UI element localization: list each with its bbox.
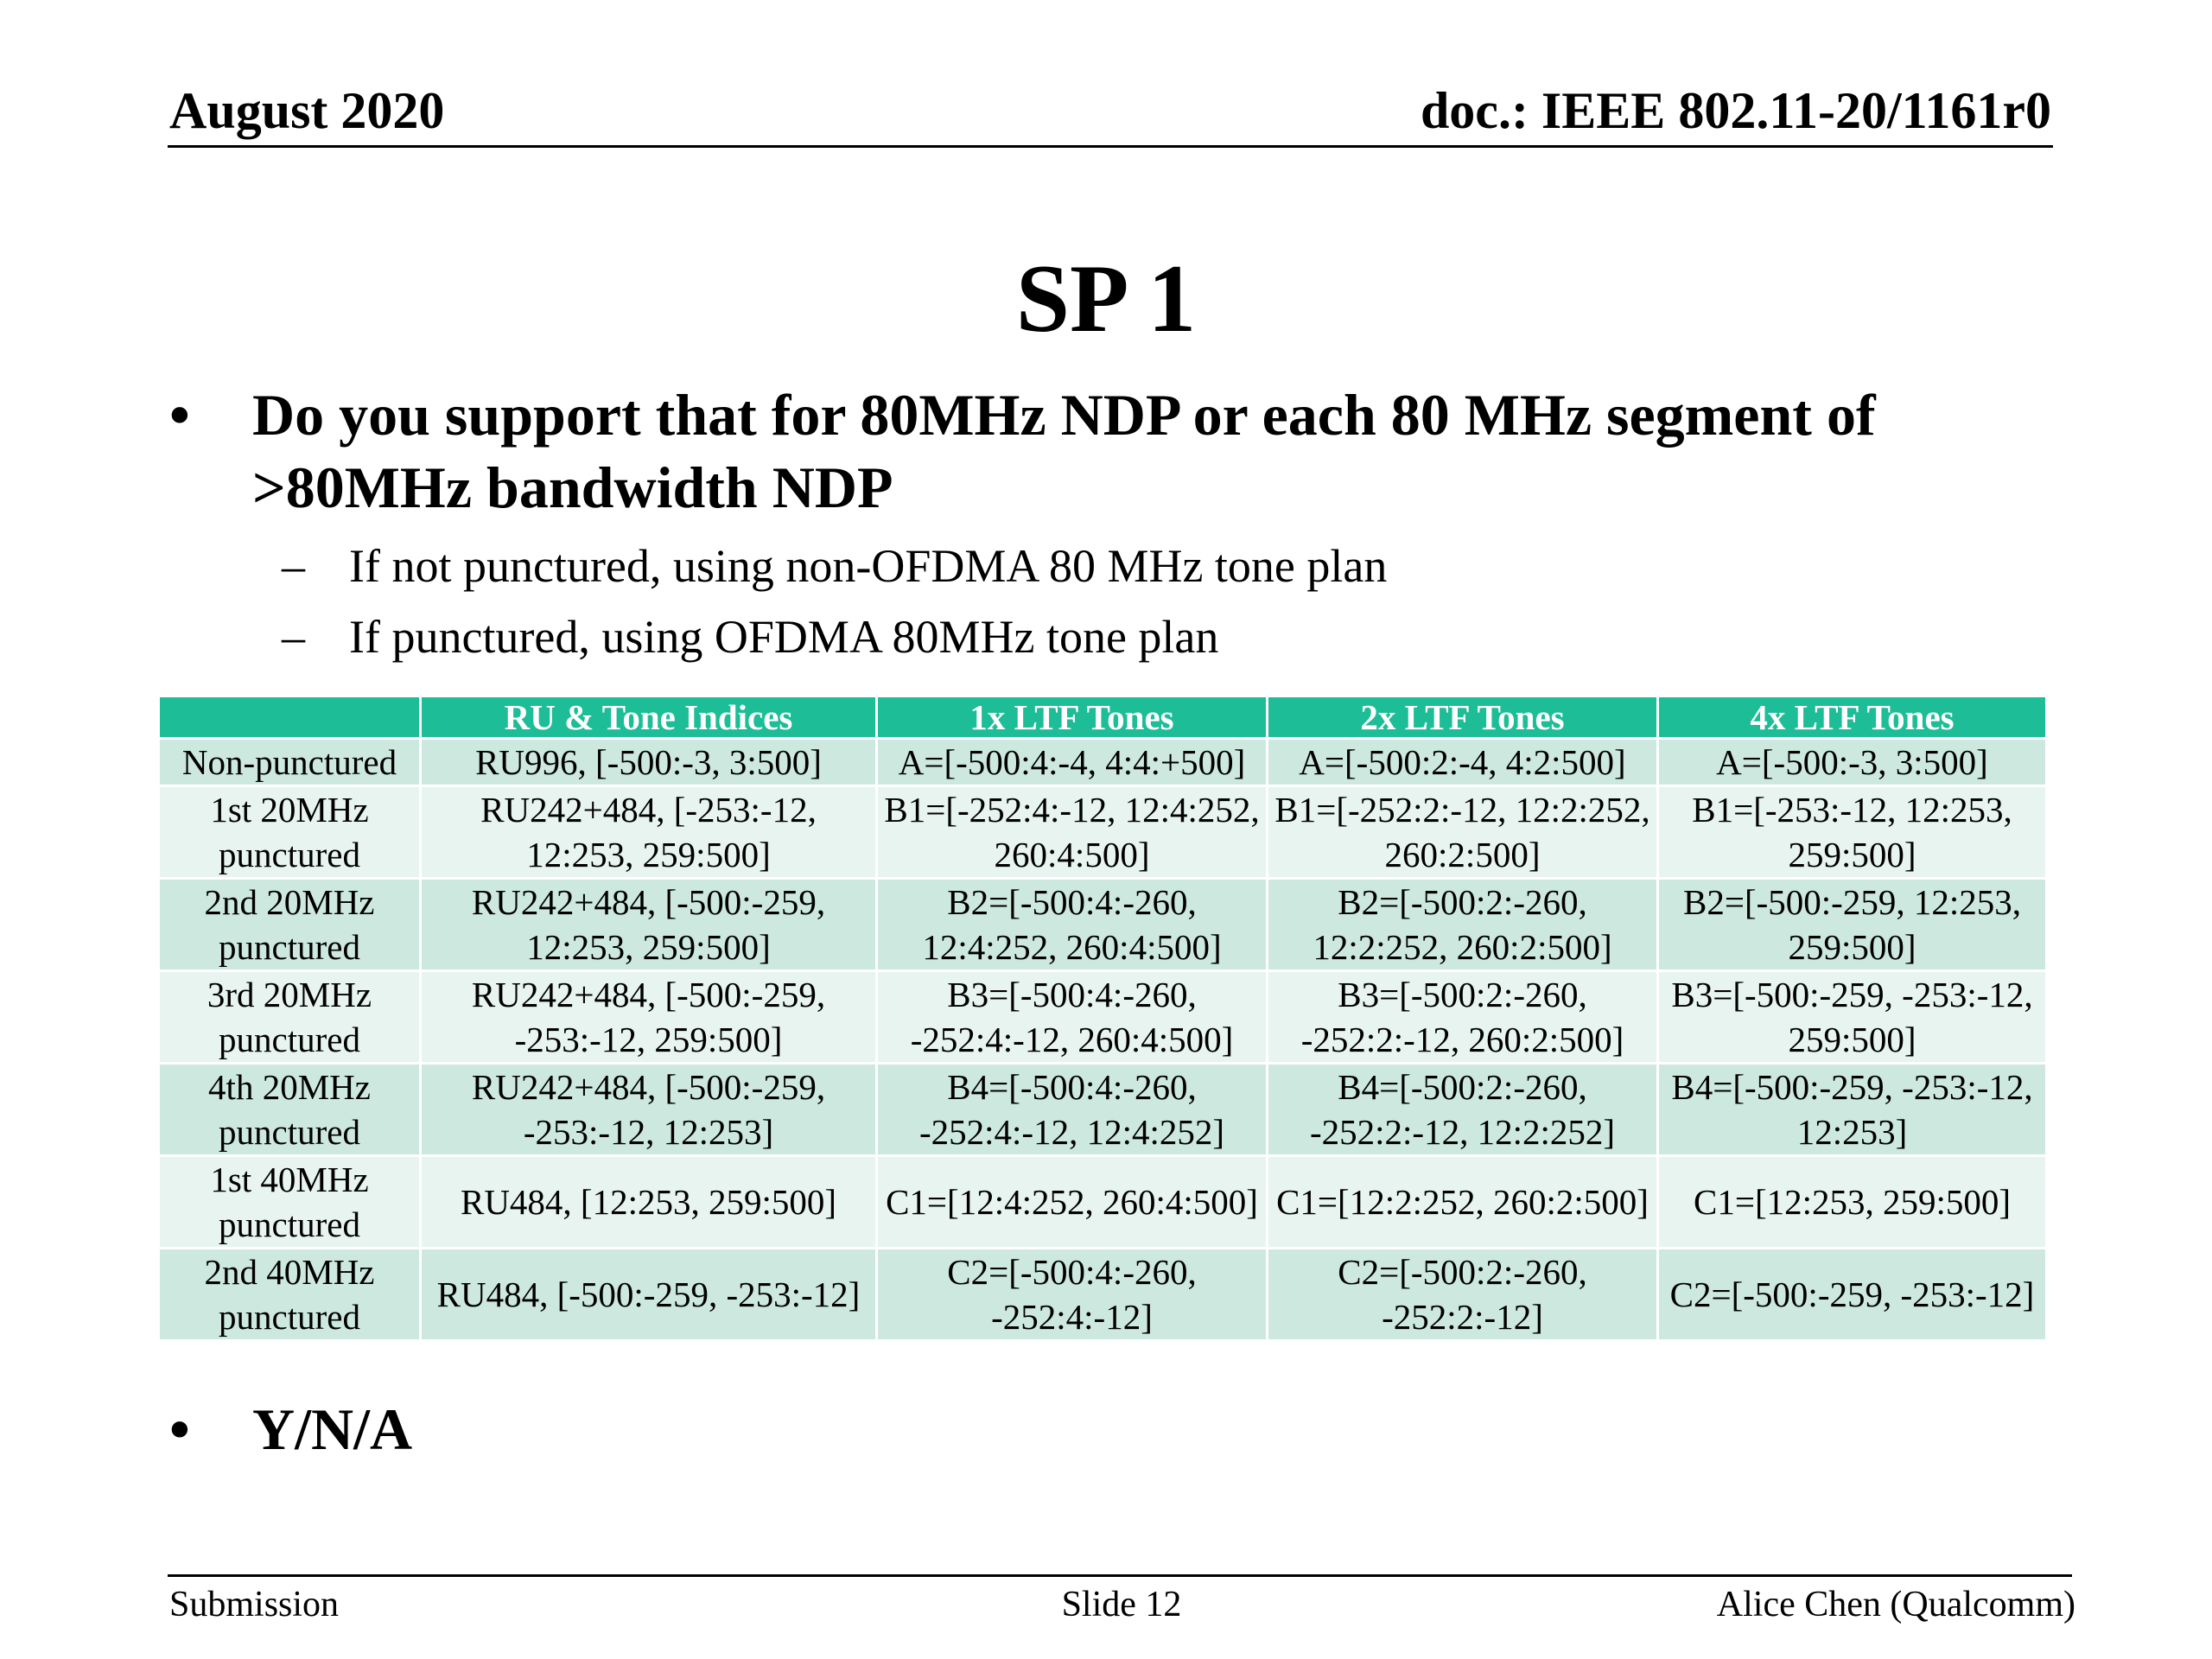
table-cell: B4=[-500:4:-260, -252:4:-12, 12:4:252]	[877, 1064, 1268, 1156]
table-cell: A=[-500:-3, 3:500]	[1658, 739, 2047, 786]
sub-bullet-dash: –	[282, 611, 305, 663]
table-row	[159, 786, 2047, 879]
table-cell: B2=[-500:4:-260, 12:4:252, 260:4:500]	[877, 879, 1268, 971]
footer-rule	[168, 1574, 2072, 1577]
table-cell: C2=[-500:2:-260, -252:2:-12]	[1268, 1249, 1658, 1341]
table-cell: B3=[-500:-259, -253:-12, 259:500]	[1658, 971, 2047, 1064]
table-cell: RU242+484, [-500:-259, 12:253, 259:500]	[421, 879, 877, 971]
table-cell: C1=[12:2:252, 260:2:500]	[1268, 1156, 1658, 1249]
question-text: Do you support that for 80MHz NDP or each 80 MHz segment of >80MHz bandwidth NDP	[252, 382, 1876, 520]
table-cell: B1=[-252:2:-12, 12:2:252, 260:2:500]	[1268, 786, 1658, 879]
table-header-row	[159, 696, 2047, 739]
footer-submission: Submission	[169, 1585, 340, 1624]
table-cell: C1=[12:253, 259:500]	[1658, 1156, 2047, 1249]
header-cell-1x: 1x LTF Tones	[877, 696, 1268, 739]
table-cell: RU484, [12:253, 259:500]	[421, 1156, 877, 1249]
table-cell: RU242+484, [-500:-259, -253:-12, 12:253]	[421, 1064, 877, 1156]
table-cell: B4=[-500:2:-260, -252:2:-12, 12:2:252]	[1268, 1064, 1658, 1156]
header-cell-empty	[159, 696, 421, 739]
table-row	[159, 1156, 2047, 1249]
table-cell: B2=[-500:-259, 12:253, 259:500]	[1658, 879, 2047, 971]
table-cell: B2=[-500:2:-260, 12:2:252, 260:2:500]	[1268, 879, 1658, 971]
bullet-dot: •	[169, 382, 190, 448]
table-cell: C2=[-500:4:-260, -252:4:-12]	[877, 1249, 1268, 1341]
table-row	[159, 739, 2047, 786]
table-cell: 4th 20MHz punctured	[159, 1064, 421, 1156]
table-cell: B1=[-252:4:-12, 12:4:252, 260:4:500]	[877, 786, 1268, 879]
header-cell-ru: RU & Tone Indices	[421, 696, 877, 739]
table-row	[159, 1249, 2047, 1341]
sub-bullet-dash: –	[282, 540, 305, 592]
table-cell: RU996, [-500:-3, 3:500]	[421, 739, 877, 786]
table-cell: RU484, [-500:-259, -253:-12]	[421, 1249, 877, 1341]
table-cell: B4=[-500:-259, -253:-12, 12:253]	[1658, 1064, 2047, 1156]
table-cell: RU242+484, [-500:-259, -253:-12, 259:500]	[421, 971, 877, 1064]
table-cell: 2nd 20MHz punctured	[159, 879, 421, 971]
tone-table	[157, 695, 2048, 1342]
table-cell: A=[-500:2:-4, 4:2:500]	[1268, 739, 1658, 786]
header-rule	[168, 145, 2053, 148]
vote-text: Y/N/A	[252, 1396, 413, 1462]
table-cell: 2nd 40MHz punctured	[159, 1249, 421, 1341]
table-row	[159, 971, 2047, 1064]
table-cell: RU242+484, [-253:-12, 12:253, 259:500]	[421, 786, 877, 879]
table-cell: 3rd 20MHz punctured	[159, 971, 421, 1064]
slide-title: SP 1	[1015, 245, 1197, 353]
header-doc-id: doc.: IEEE 802.11-20/1161r0	[1420, 82, 2051, 139]
table-cell: Non-punctured	[159, 739, 421, 786]
header-cell-2x: 2x LTF Tones	[1268, 696, 1658, 739]
footer-author: Alice Chen (Qualcomm)	[1716, 1585, 2075, 1624]
table-cell: B3=[-500:2:-260, -252:2:-12, 260:2:500]	[1268, 971, 1658, 1064]
sub-item-text: If punctured, using OFDMA 80MHz tone plan	[349, 611, 1219, 663]
table-cell: B3=[-500:4:-260, -252:4:-12, 260:4:500]	[877, 971, 1268, 1064]
table-row	[159, 879, 2047, 971]
header-cell-4x: 4x LTF Tones	[1658, 696, 2047, 739]
sub-item-text: If not punctured, using non-OFDMA 80 MHz tone plan	[349, 540, 1388, 592]
table-cell: C2=[-500:-259, -253:-12]	[1658, 1249, 2047, 1341]
table-cell: B1=[-253:-12, 12:253, 259:500]	[1658, 786, 2047, 879]
table-row	[159, 1064, 2047, 1156]
bullet-dot: •	[169, 1396, 190, 1462]
table-cell: 1st 20MHz punctured	[159, 786, 421, 879]
header-date: August 2020	[169, 82, 445, 139]
table-cell: A=[-500:4:-4, 4:4:+500]	[877, 739, 1268, 786]
table-cell: 1st 40MHz punctured	[159, 1156, 421, 1249]
footer-slide-number: Slide 12	[1061, 1585, 1182, 1624]
table-cell: C1=[12:4:252, 260:4:500]	[877, 1156, 1268, 1249]
